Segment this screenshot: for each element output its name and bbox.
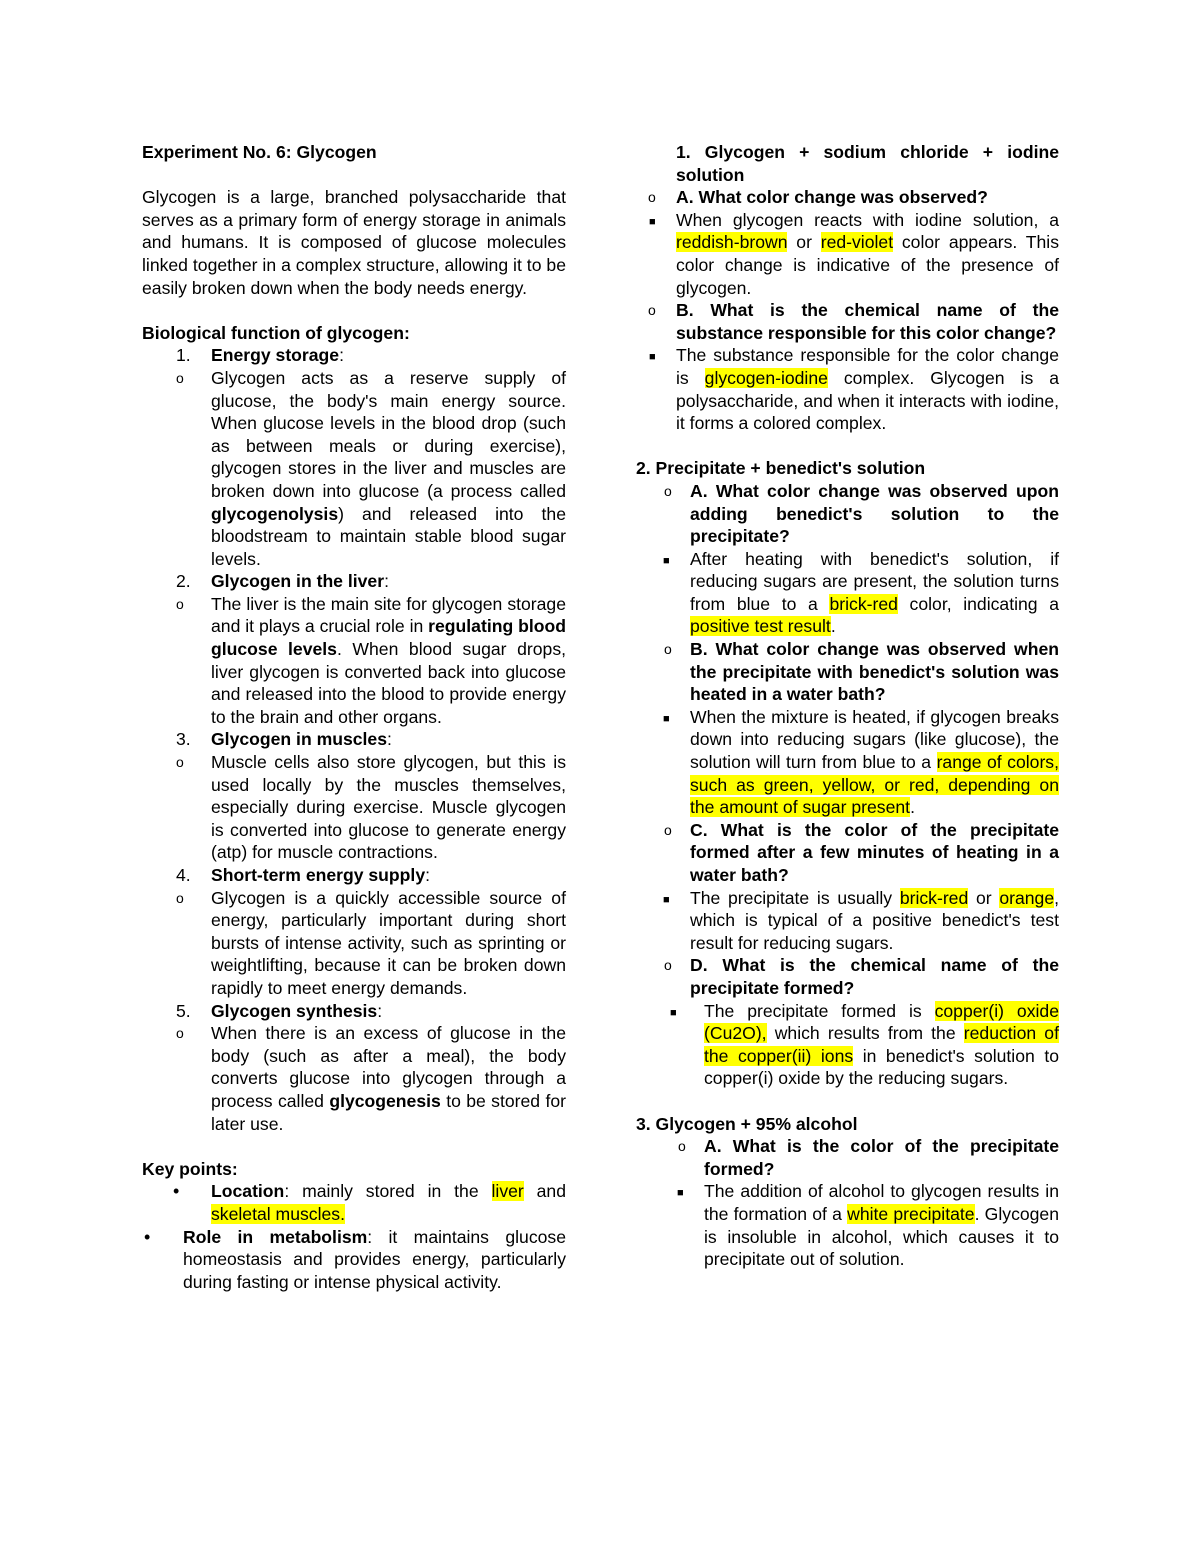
function-item-1: 1. Energy storage: [176, 345, 344, 366]
s2-answer-c: ■ The precipitate is usually brick-red or orange, which is typical of a positive benedict's test result for reducing sugars. [663, 887, 1060, 953]
function-detail-2: o The liver is the main site for glycogen storage and it plays a crucial role in regulating blood glucose levels. When blood sugar drops, liver glycogen is converted back into glucose and released into the blood to provide energy to the brain and other organs. [176, 593, 567, 727]
function-detail-3: o Muscle cells also store glycogen, but this is used locally by the muscles themselves, especially during exercise. Muscle glycogen is converted into glucose to generate energy (atp) for muscle contractions. [176, 752, 566, 863]
circle-bullet-icon: o [176, 369, 184, 386]
circle-bullet-icon: o [664, 821, 672, 838]
list-number: 4. [176, 865, 191, 885]
circle-bullet-icon: o [176, 595, 184, 612]
s2-question-b: o B. What color change was observed when the precipitate with benedict's solution was heated in a water bath? [664, 639, 1059, 705]
circle-bullet-icon: o [664, 957, 672, 974]
dot-bullet-icon: • [144, 1226, 151, 1247]
function-item-4: 4. Short-term energy supply: [176, 865, 430, 885]
s2-question-c: o C. What is the color of the precipitate formed after a few minutes of heating in a water bath? [664, 819, 1059, 885]
function-label: Energy storage [211, 345, 340, 366]
s2-question-a: o A. What color change was observed upon adding benedict's solution to the precipitate? [664, 480, 1059, 547]
circle-bullet-icon: o [648, 189, 656, 206]
intro-paragraph: Glycogen is a large, branched polysaccharide that serves as a primary form of energy storage in animals and humans. It is composed of glucose molecules linked together in a complex structure, allowing it to be easily broken down when the body needs energy. [142, 187, 566, 298]
function-detail-1: o Glycogen acts as a reserve supply of glucose, the body's main energy source. When glucose levels in the blood drop (such as between meals or during exercise), glycogen stores in the liver and muscles are broken down into glucose (a process called glycogenolysis) and released into the bloodstream to maintain stable blood sugar levels. [176, 367, 566, 569]
function-label: Glycogen synthesis [211, 1000, 378, 1021]
circle-bullet-icon: o [648, 302, 656, 319]
key-points-heading: Key points: [142, 1158, 238, 1179]
function-detail-4: o Glycogen is a quickly accessible source of energy, particularly important during short bursts of intense activity, such as sprinting or weightlifting, because it can be broken down rapidly to meet energy demands. [176, 887, 566, 998]
list-number: 2. [176, 571, 191, 592]
function-label: Glycogen in the liver [211, 571, 385, 592]
circle-bullet-icon: o [664, 641, 672, 658]
s2-answer-b: ■ When the mixture is heated, if glycogen breaks down into reducing sugars (like glucose), the solution will turn from blue to a range of colors, such as green, yellow, or red, depending on the amount of sugar present. [663, 706, 1059, 818]
square-bullet-icon: ■ [677, 1187, 684, 1200]
dot-bullet-icon: • [173, 1181, 180, 1202]
function-label: Glycogen in muscles [211, 729, 387, 750]
s3-question-a: o A. What is the color of the precipitate formed? [678, 1136, 1059, 1179]
square-bullet-icon: ■ [670, 1006, 677, 1019]
list-number: 1. [176, 345, 191, 366]
bio-function-heading: Biological function of glycogen: [142, 322, 410, 343]
left-column [142, 141, 566, 1293]
square-bullet-icon: ■ [649, 351, 656, 364]
document-title: Experiment No. 6: Glycogen [142, 142, 377, 162]
section-2-heading: 2. Precipitate + benedict's solution [636, 458, 926, 479]
function-item-3: 3. Glycogen in muscles: [176, 729, 392, 750]
list-number: 5. [176, 1000, 191, 1021]
circle-bullet-icon: o [664, 482, 672, 499]
key-point-role: • Role in metabolism: it maintains glucose homeostasis and provides energy, particularly during fasting or intense physical activity. [144, 1226, 566, 1292]
s1-question-a: o A. What color change was observed? [648, 187, 988, 208]
circle-bullet-icon: o [678, 1138, 686, 1155]
list-number: 3. [176, 729, 191, 750]
function-item-2: 2. Glycogen in the liver: [176, 571, 389, 592]
section-3-heading: 3. Glycogen + 95% alcohol [636, 1113, 858, 1134]
s2-answer-d: ■ The precipitate formed is copper(i) oxide (Cu2O), which results from the reduction of the copper(ii) ions in benedict's solution to copper(i) oxide by the reducing sugars. [670, 1000, 1060, 1089]
circle-bullet-icon: o [176, 889, 184, 906]
s3-answer-a: ■ The addition of alcohol to glycogen results in the formation of a white precipitate. Glycogen is insoluble in alcohol, which causes it to precipitate out of solution. [677, 1181, 1060, 1270]
square-bullet-icon: ■ [663, 554, 670, 567]
circle-bullet-icon: o [176, 754, 184, 771]
right-column [634, 141, 1059, 1271]
function-detail-5: o When there is an excess of glucose in the body (such as after a meal), the body converts glucose into glycogen through a process called glycogenesis to be stored for later use. [176, 1023, 566, 1134]
square-bullet-icon: ■ [663, 712, 670, 725]
square-bullet-icon: ■ [663, 893, 670, 906]
circle-bullet-icon: o [176, 1025, 184, 1042]
key-point-location: • Location: mainly stored in the liver and skeletal muscles. [173, 1181, 567, 1224]
s1-answer-a: ■ When glycogen reacts with iodine solution, a reddish-brown or red-violet color appears. This color change is indicative of the presence of glycogen. [649, 209, 1059, 298]
section-1-heading: 1. Glycogen + sodium chloride + iodine solution [676, 142, 1059, 185]
function-label: Short-term energy supply [211, 865, 426, 885]
function-item-5: 5. Glycogen synthesis: [176, 1000, 383, 1021]
s1-question-b: o B. What is the chemical name of the substance responsible for this color change? [648, 300, 1059, 343]
s1-answer-b: ■ The substance responsible for the color change is glycogen-iodine complex. Glycogen is a polysaccharide, and when it interacts with iodine, it forms a colored complex. [649, 345, 1059, 434]
square-bullet-icon: ■ [649, 215, 656, 228]
s2-answer-a: ■ After heating with benedict's solution, if reducing sugars are present, the solution turns from blue to a brick-red color, indicating a positive test result. [663, 548, 1059, 637]
s2-question-d: o D. What is the chemical name of the precipitate formed? [664, 955, 1059, 998]
